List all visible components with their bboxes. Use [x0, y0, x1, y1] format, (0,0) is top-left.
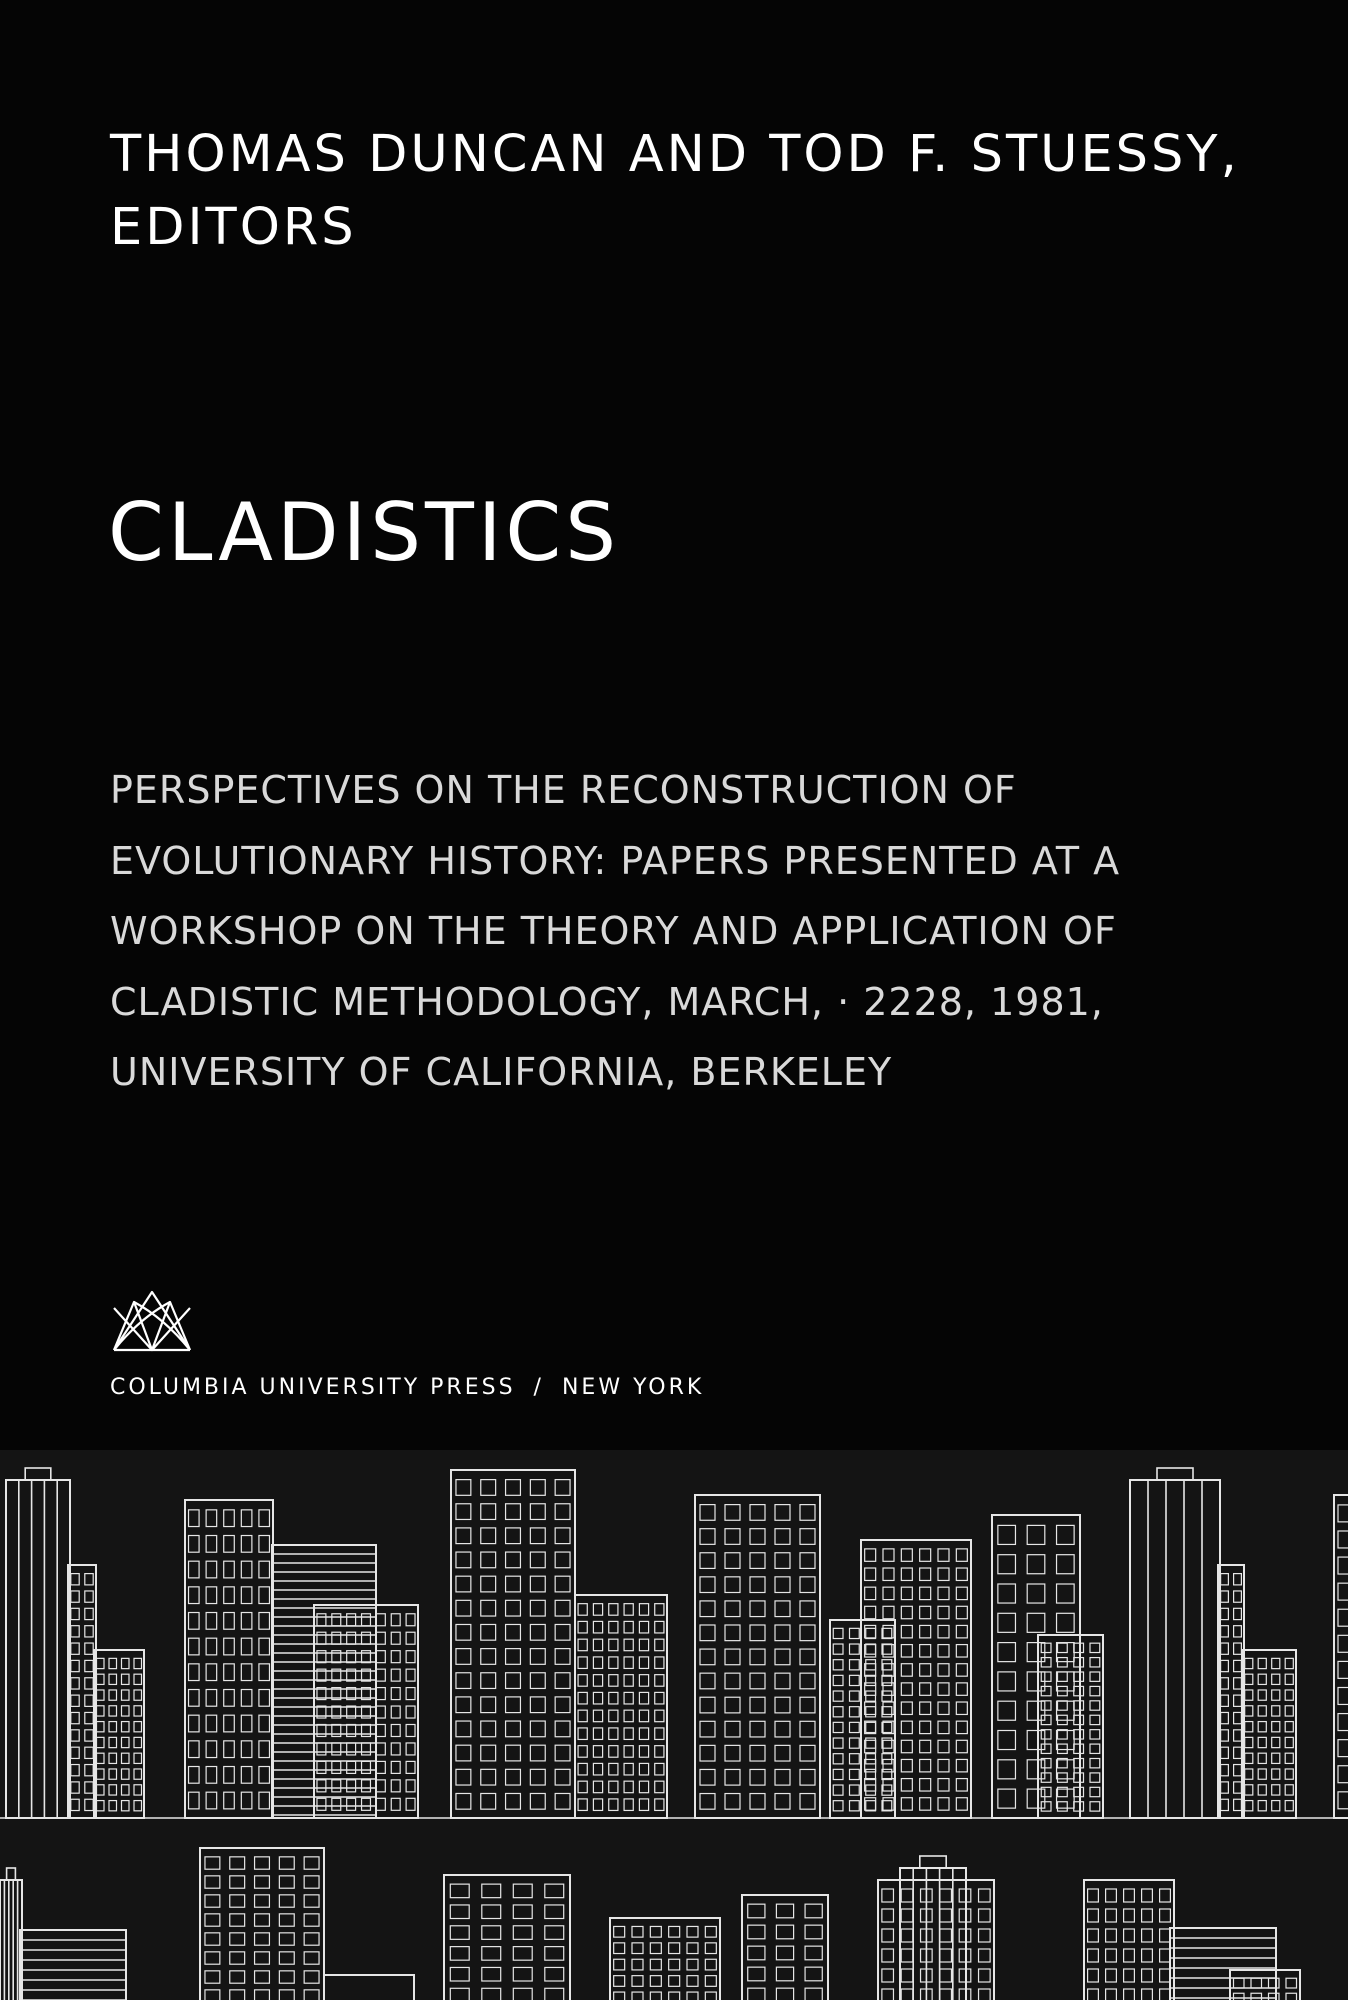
city-skyline-illustration [0, 1450, 1348, 2000]
publisher-separator: / [533, 1375, 544, 1400]
crown-logo-icon [110, 1288, 194, 1352]
city-skyline-icon [0, 1450, 1348, 2000]
publisher-line [110, 1375, 704, 1400]
book-title: CLADISTICS [108, 486, 621, 579]
publisher-name: COLUMBIA UNIVERSITY PRESS [110, 1375, 516, 1400]
authors: THOMAS DUNCAN AND TOD F. STUESSY, EDITORS [110, 125, 1240, 257]
book-subtitle: PERSPECTIVES ON THE RECONSTRUCTION OF EVOLUTIONARY HISTORY: PAPERS PRESENTED AT A WORKSHOP ON THE THEORY AND APPLICATION OF CLADISTIC METHODOLOGY, MARCH, · 2228, 1981, UNIVERSITY OF CALIFORNIA, BERKELEY [110, 768, 1121, 1094]
publisher-city: NEW YORK [561, 1375, 705, 1400]
